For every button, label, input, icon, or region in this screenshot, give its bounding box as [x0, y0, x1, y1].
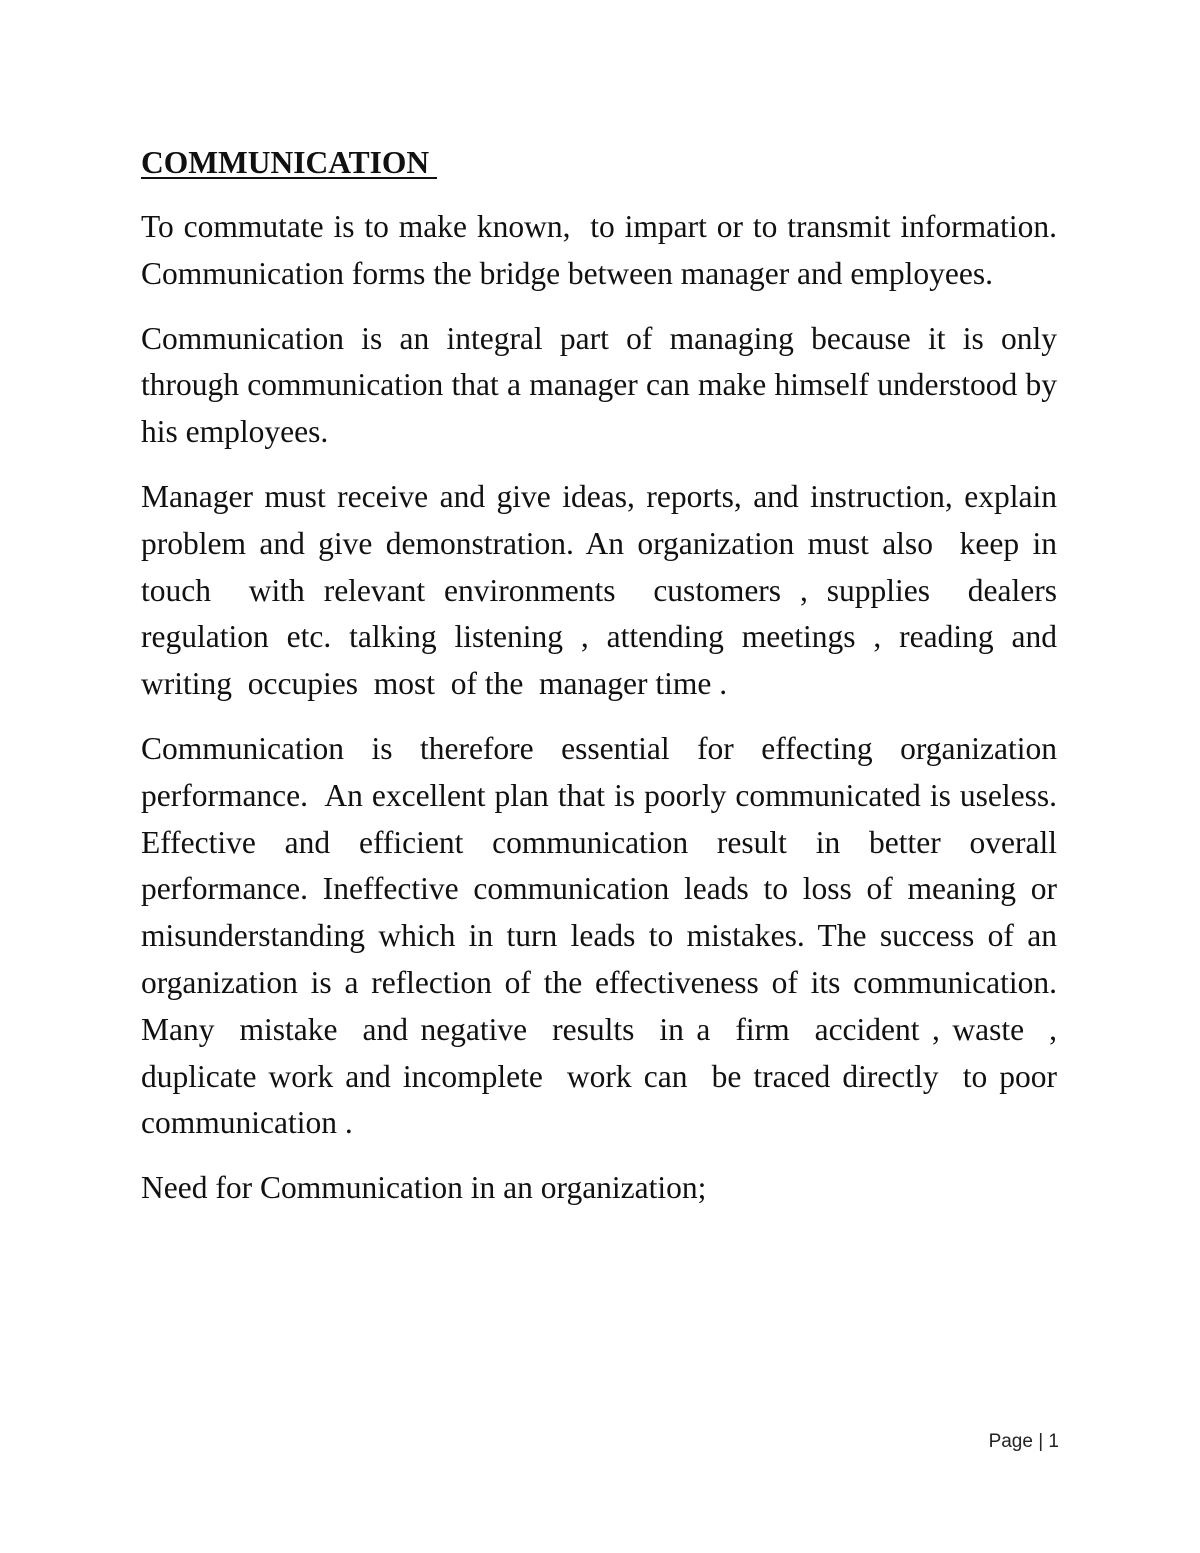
paragraph-integral-part: Communication is an integral part of managing because it is only through communication that a manager can make himself understood by his employees. — [141, 320, 1065, 450]
document-title: COMMUNICATION — [141, 145, 438, 180]
paragraph-need-heading: Need for Communication in an organization; — [141, 1170, 707, 1206]
paragraph-manager-duties: Manager must receive and give ideas, reports, and instruction, explain problem and give demonstration. An organization must also keep in touch with relevant environments customers , supplies dealers regulation etc. talking listening , attending meetings , reading and writing occupies most of the manager time . — [141, 478, 1065, 702]
paragraph-definition: To commutate is to make known, to impart or to transmit information. Communication forms the bridge between manager and employees. — [141, 209, 1065, 291]
page-number: Page | 1 — [988, 1431, 1059, 1452]
document-body — [141, 140, 1065, 1212]
paragraph-importance: Communication is therefore essential for effecting organization performance. An excellent plan that is poorly communicated is useless. Effective and efficient communication result in better overall performance. Ineffective communication leads to loss of meaning or misunderstanding which in turn leads to mistakes. The success of an organization is a reflection of the effectiveness of its communication. Many mistake and negative results in a firm accident , waste , duplicate work and incomplete work can be traced directly to poor communication . — [141, 730, 1065, 1141]
